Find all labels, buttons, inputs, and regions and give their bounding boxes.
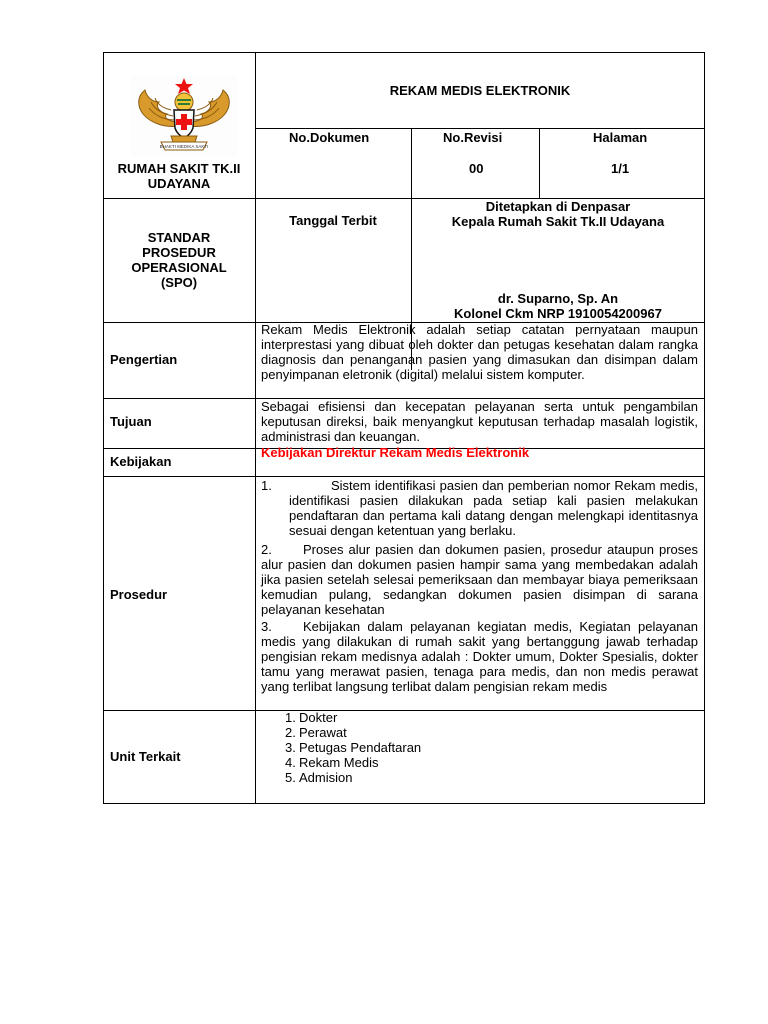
unit-item-number: 2. [285, 725, 296, 740]
prosedur-item-text: Proses alur pasien dan dokumen pasien, prosedur ataupun proses alur pasien dan dokumen pasien hampir sama yang membedakan adalah jika pasien setelah selesai pemeriksaan dan membayar biaya pemeriksaan kemudian pulang, sedangkan dokumen pasien disimpan di sarana pelayanan kesehatan [261, 542, 698, 617]
no-revisi-label: No.Revisi [443, 130, 503, 145]
spo-title [103, 230, 255, 290]
unit-item [255, 770, 695, 785]
spo-line3: OPERASIONAL [131, 260, 227, 275]
ditetapkan-block [411, 199, 705, 229]
unit-item [255, 740, 695, 755]
spo-line2: PROSEDUR [142, 245, 216, 260]
prosedur-item-text: Sistem identifikasi pasien dan pemberian nomor Rekam medis, identifikasi pasien dilakukan pada setiap kali pasien melakukan pendaftaran dan pertama kali datang dengan melengkapi identitasnya sesuai dengan ketentuan yang berlaku. [289, 478, 698, 538]
tujuan-label: Tujuan [110, 414, 152, 429]
prosedur-item-number: 2. [261, 542, 272, 557]
prosedur-label: Prosedur [110, 587, 168, 602]
signatory-block [411, 291, 705, 321]
document-title: REKAM MEDIS ELEKTRONIK [389, 83, 571, 98]
halaman-value: 1/1 [611, 161, 630, 176]
prosedur-list [261, 478, 698, 694]
kebijakan-label: Kebijakan [110, 454, 172, 469]
ditetapkan-location: Ditetapkan di Denpasar [485, 199, 631, 214]
tujuan-text: Sebagai efisiensi dan kecepatan pelayanan serta untuk pengambilan keputusan direksi, baik menyangkut keputusan terhadap masalah logistik, administrasi dan keuangan. [261, 399, 698, 444]
hospital-name-line1: RUMAH SAKIT TK.II [117, 161, 241, 176]
no-dokumen-label: No.Dokumen [289, 130, 370, 145]
logo-motto: BHAKTI MEDIKA SAKTI [159, 144, 209, 149]
unit-item-number: 4. [285, 755, 296, 770]
unit-item [255, 725, 695, 740]
prosedur-item [261, 619, 698, 694]
signatory-name: dr. Suparno, Sp. An [497, 291, 619, 306]
halaman-label: Halaman [593, 130, 648, 145]
unit-item-text: Petugas Pendaftaran [299, 740, 422, 755]
unit-item-text: Rekam Medis [299, 755, 379, 770]
pengertian-label: Pengertian [110, 352, 178, 367]
prosedur-item [261, 542, 698, 619]
kebijakan-text: Kebijakan Direktur Rekam Medis Elektronik [261, 445, 530, 460]
tanggal-terbit-label: Tanggal Terbit [289, 213, 377, 228]
unit-terkait-list [255, 710, 695, 785]
hospital-logo [131, 76, 237, 156]
unit-item [255, 710, 695, 725]
unit-item-number: 5. [285, 770, 296, 785]
spo-line1: STANDAR [147, 230, 211, 245]
hospital-name [103, 161, 255, 191]
hospital-name-line2: UDAYANA [147, 176, 211, 191]
unit-item [255, 755, 695, 770]
prosedur-item-number: 3. [261, 619, 272, 634]
unit-item-text: Dokter [299, 710, 338, 725]
unit-item-text: Perawat [299, 725, 347, 740]
prosedur-item-number: 1. [261, 478, 272, 493]
ditetapkan-position: Kepala Rumah Sakit Tk.II Udayana [451, 214, 665, 229]
unit-item-number: 1. [285, 710, 296, 725]
spo-line4: (SPO) [160, 275, 198, 290]
unit-item-text: Admision [299, 770, 353, 785]
unit-item-number: 3. [285, 740, 296, 755]
pengertian-text: Rekam Medis Elektronik adalah setiap catatan pernyataan maupun interprestasi yang dibuat oleh dokter dan petugas kesehatan dalam rangka diagnosis dan penanganan pasien yang dimasukan dan disimpan dalam penyimpanan eletronik (digital) melalui sistem komputer. [261, 322, 698, 382]
prosedur-item-text: Kebijakan dalam pelayanan kegiatan medis, Kegiatan pelayanan medis yang dilakukan di rumah sakit yang bertanggung jawab terhadap pengisian rekam medisnya adalah : Dokter umum, Dokter Spesialis, dokter tamu yang merawat pasien, tenaga para medis, dan non medis perawat yang terlibat langsung terlibat dalam pengisian rekam medis [261, 619, 698, 694]
prosedur-item [261, 478, 698, 542]
no-revisi-value: 00 [469, 161, 484, 176]
spo-document [103, 52, 705, 804]
unit-terkait-label: Unit Terkait [110, 749, 181, 764]
signatory-rank: Kolonel Ckm NRP 1910054200967 [454, 306, 662, 321]
